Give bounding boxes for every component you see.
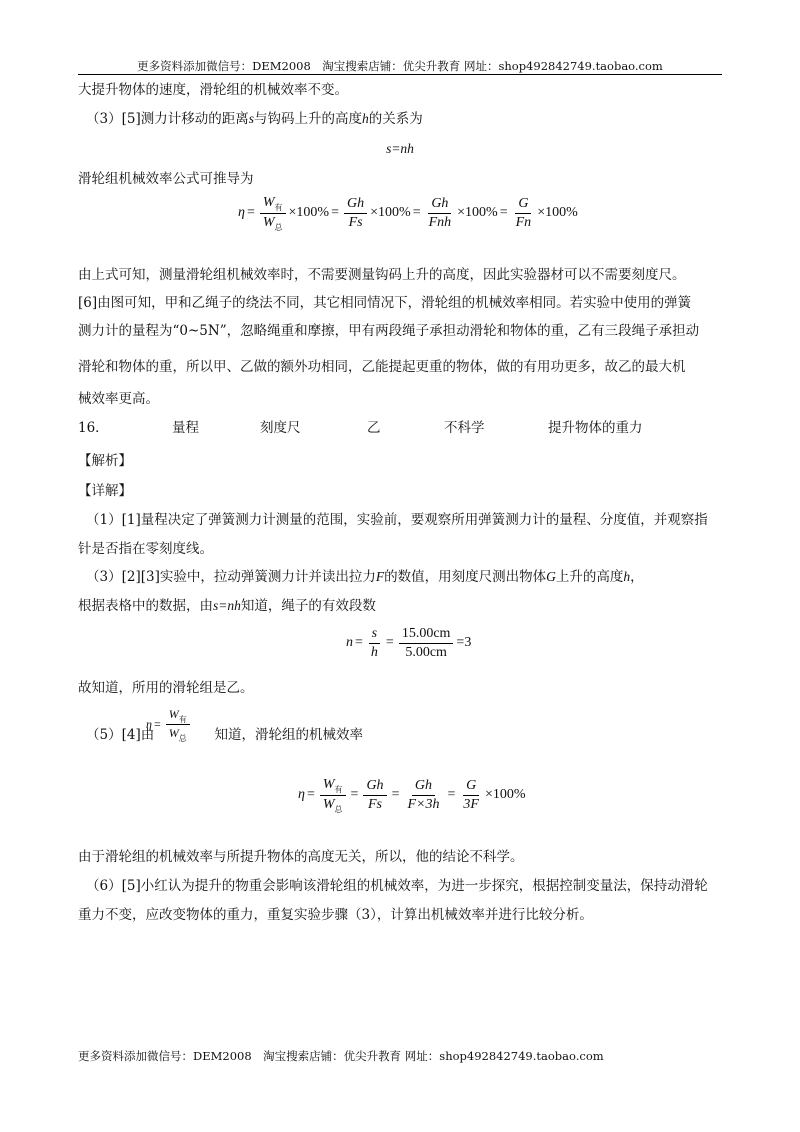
answer-2: 刻度尺 [260, 420, 301, 436]
answer-5: 提升物体的重力 [548, 420, 643, 436]
paragraph-line: 重力不变，应改变物体的重力，重复实验步骤（3），计算出机械效率并进行比较分析。 [78, 907, 593, 923]
fraction-gh-fnh: $\frac{Gh}{\text{Fnh}}$ [428, 195, 452, 230]
answer-3: 乙 [367, 420, 381, 436]
equation-s-nh: s=nh [386, 141, 414, 156]
section-heading-analysis: 【解析】 [78, 453, 132, 469]
question-16-answers [78, 419, 718, 437]
paragraph-line: （5）[4]由 知道，滑轮组的机械效率 [86, 727, 364, 743]
paragraph-line: 故知道，所用的滑轮组是乙。 [78, 680, 254, 696]
paragraph-line: 大提升物体的速度，滑轮组的机械效率不变。 [78, 82, 348, 98]
answer-1: 量程 [172, 420, 199, 436]
equation-n: n = $\frac{s}{h}$ = $\frac{15.00cm}{5.00cm}$ =3 [346, 625, 472, 660]
fraction-gh-fs: $\frac{Gh}{Fs}$ [344, 196, 367, 231]
equation-eta-definition: η = $\frac{W_有}{W_总}$ [146, 704, 193, 744]
paragraph-line: （6）[5]小红认为提升的物重会影响该滑轮组的机械效率，为进一步探究，根据控制变量法，保持动滑轮 [86, 878, 708, 894]
paragraph-line: 针是否指在零刻度线。 [78, 541, 213, 557]
question-number: 16． [78, 420, 109, 436]
fraction-g-fn: $\frac{G}{Fn}$ [515, 195, 532, 230]
fraction-w-ratio: $\frac{W_有}{W_总}$ [260, 195, 286, 232]
paragraph-line: 由上式可知，测量滑轮组机械效率时，不需要测量钩码上升的高度，因此实验器材可以不需要刻度尺。 [78, 267, 686, 283]
paragraph-line: （1）[1]量程决定了弹簧测力计测量的范围，实验前，要观察所用弹簧测力计的量程、分度值，并观察指 [86, 512, 708, 528]
fraction-values: $\frac{15.00cm}{5.00cm}$ [399, 626, 454, 661]
paragraph-line: [6]由图可知，甲和乙绳子的绕法不同，其它相同情况下，滑轮组的机械效率相同。若实验中使用的弹簧 [78, 295, 692, 311]
section-heading-detail: 【详解】 [78, 483, 132, 499]
paragraph-line: 械效率更高。 [78, 391, 159, 407]
paragraph-line: （3）[5]测力计移动的距离s与钩码上升的高度h的关系为 [86, 111, 423, 127]
paragraph-line: （3）[2][3]实验中，拉动弹簧测力计并读出拉力F的数值，用刻度尺测出物体G上升的高度h， [86, 569, 644, 585]
answer-4: 不科学 [444, 420, 485, 436]
paragraph-line: 由于滑轮组的机械效率与所提升物体的高度无关，所以，他的结论不科学。 [78, 849, 524, 865]
paragraph-line: 滑轮和物体的重，所以甲、乙做的额外功相同，乙能提起更重的物体，做的有用功更多，故乙的最大机 [78, 359, 686, 375]
header-divider [78, 74, 722, 75]
page-header: 更多资料添加微信号：DEM2008 淘宝搜索店铺：优尖升教育 网址：shop492842749.taobao.com [137, 59, 663, 73]
equation-efficiency-result: η = $\frac{W_有}{W_总}$ = $\frac{Gh}{Fs}$ = $\frac{Gh}{F\times 3h}$ = $\frac{G}{3F}$ ×100% [298, 776, 526, 814]
equation-efficiency-derivation: η = $\frac{W_有}{W_总}$ ×100% = $\frac{Gh}{Fs}$ ×100% = $\frac{Gh}{\text{Fnh}}$ ×100% = $\frac{G}{Fn}$ ×100% [238, 194, 578, 232]
page-footer: 更多资料添加微信号：DEM2008 淘宝搜索店铺：优尖升教育 网址：shop492842749.taobao.com [78, 1049, 604, 1063]
fraction-s-h: $\frac{s}{h}$ [368, 626, 381, 661]
paragraph-line: 测力计的量程为“0~5N”，忽略绳重和摩擦，甲有两段绳子承担动滑轮和物体的重，乙有三段绳子承担动 [78, 323, 700, 339]
paragraph-line: 滑轮组机械效率公式可推导为 [78, 171, 254, 187]
paragraph-line: 根据表格中的数据，由s=nh知道，绳子的有效段数 [78, 598, 376, 614]
